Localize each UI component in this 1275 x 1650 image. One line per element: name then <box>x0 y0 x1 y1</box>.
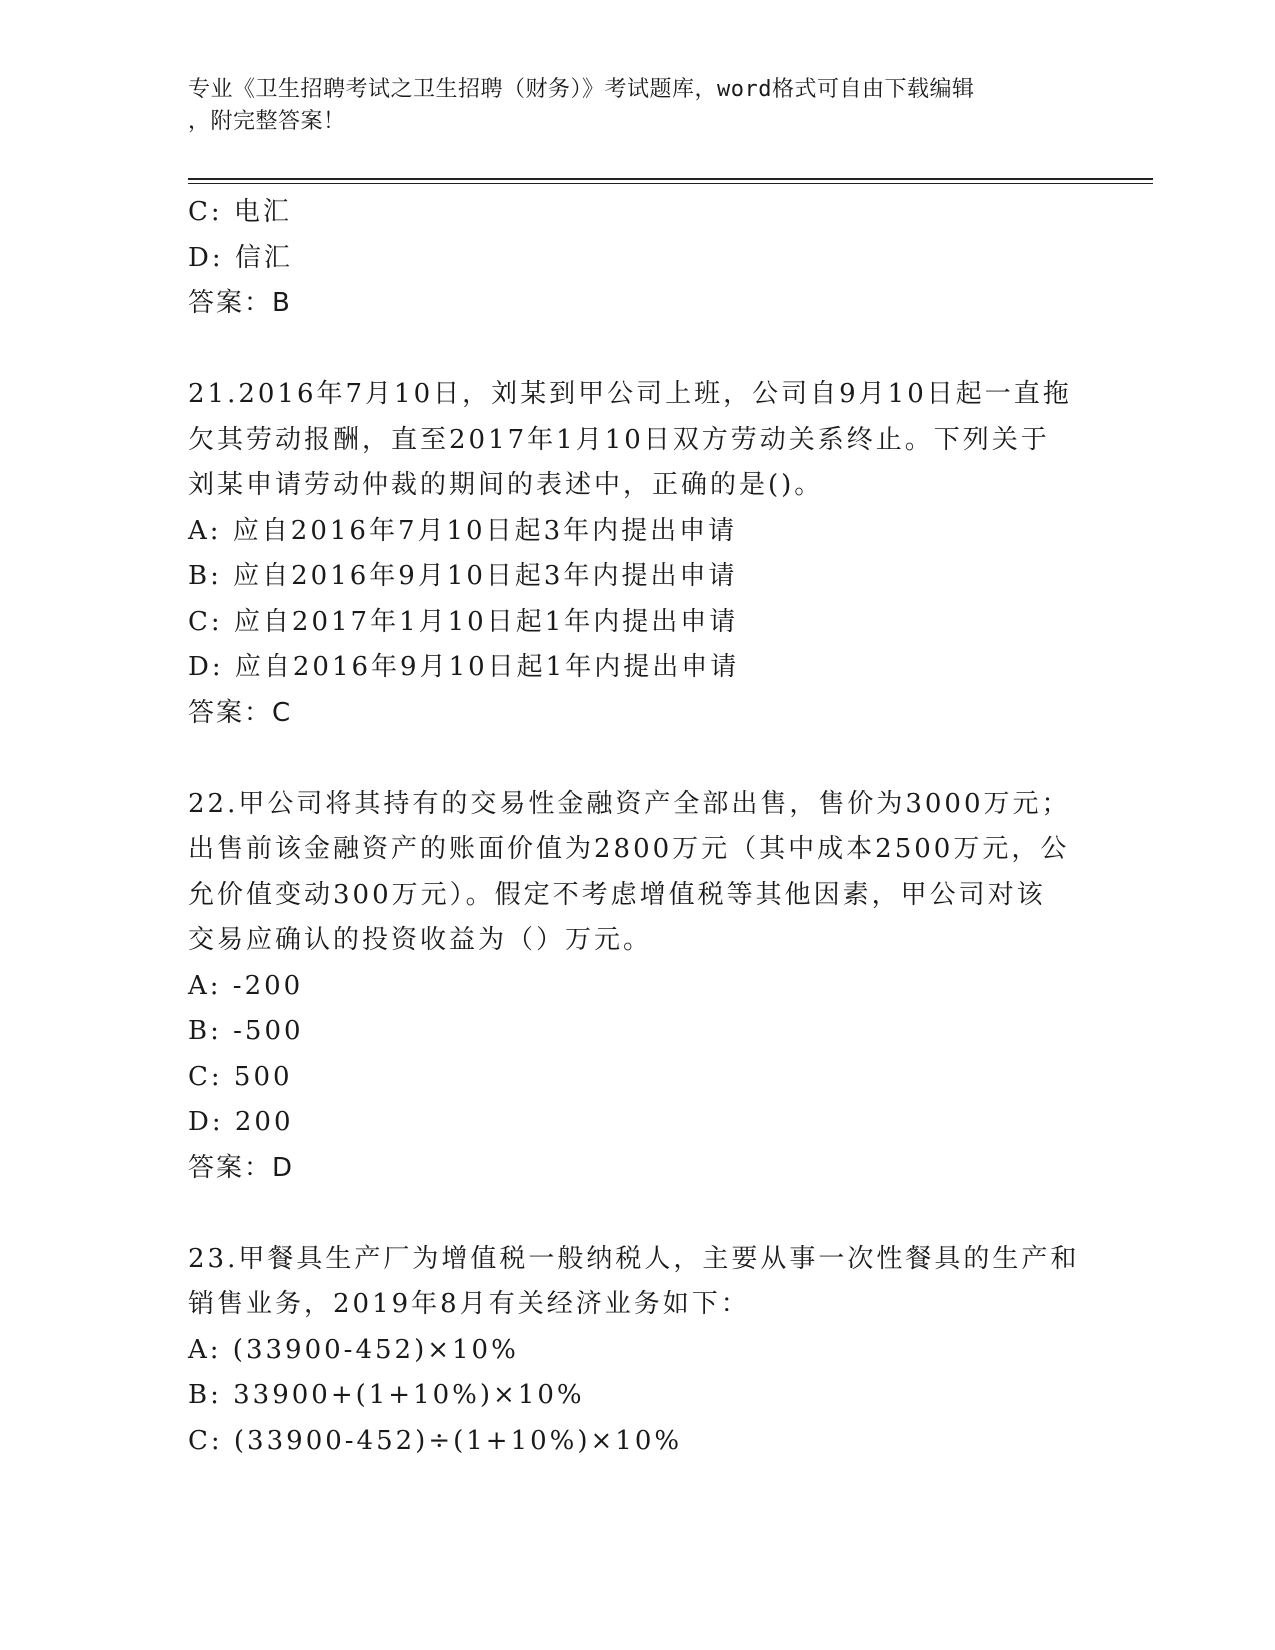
question-21-answer: 答案：C <box>188 697 293 728</box>
question-21-option-c: C: 应自2017年1月10日起1年内提出申请 <box>188 606 739 637</box>
question-23-option-b: B: 33900+(1+10%)×10% <box>188 1380 585 1410</box>
question-23-stem-line: 23.甲餐具生产厂为增值税一般纳税人，主要从事一次性餐具的生产和 <box>188 1243 1080 1274</box>
question-21-stem-line: 欠其劳动报酬，直至2017年1月10日双方劳动关系终止。下列关于 <box>188 424 1050 455</box>
spacer <box>188 327 1088 373</box>
spacer <box>188 736 1088 782</box>
question-22-stem-line: 允价值变动300万元）。假定不考虑增值税等其他因素，甲公司对该 <box>188 879 1046 910</box>
question-21-stem-line: 21.2016年7月10日，刘某到甲公司上班，公司自9月10日起一直拖 <box>188 379 1072 409</box>
question-22-option-b: B: -500 <box>188 1016 304 1046</box>
question-23-stem-line: 销售业务，2019年8月有关经济业务如下： <box>188 1289 750 1319</box>
header-rule-thick <box>188 178 1153 180</box>
question-22-option-d: D: 200 <box>188 1107 294 1137</box>
question-21-stem-line: 刘某申请劳动仲裁的期间的表述中，正确的是()。 <box>188 470 824 500</box>
question-23-option-c: C: (33900-452)÷(1+10%)×10% <box>188 1425 683 1456</box>
question-23-option-a: A: (33900-452)×10% <box>188 1334 519 1365</box>
question-22-answer: 答案：D <box>188 1152 295 1183</box>
question-21-option-b: B: 应自2016年9月10日起3年内提出申请 <box>188 561 738 591</box>
question-22-stem-line: 交易应确认的投资收益为（）万元。 <box>188 925 653 955</box>
header-line-1: 专业《卫生招聘考试之卫生招聘（财务）》考试题库，word格式可自由下载编辑 <box>188 77 975 102</box>
question-21-option-d: D: 应自2016年9月10日起1年内提出申请 <box>188 652 740 682</box>
question-22-option-c: C: 500 <box>188 1061 293 1092</box>
spacer <box>188 1191 1088 1237</box>
option-c: C: 电汇 <box>188 197 292 227</box>
question-content <box>188 190 1088 1464</box>
question-22-stem-line: 22.甲公司将其持有的交易性金融资产全部出售，售价为3000万元； <box>188 788 1071 819</box>
question-21-option-a: A: 应自2016年7月10日起3年内提出申请 <box>188 515 738 546</box>
question-22-option-a: A: -200 <box>188 970 304 1001</box>
question-22-stem-line: 出售前该金融资产的账面价值为2800万元（其中成本2500万元，公 <box>188 834 1070 864</box>
document-header <box>188 74 1088 138</box>
header-rule-thin <box>188 183 1153 184</box>
option-d: D: 信汇 <box>188 242 293 273</box>
answer-line: 答案：B <box>188 288 292 318</box>
header-line-2: ，附完整答案！ <box>188 109 346 134</box>
